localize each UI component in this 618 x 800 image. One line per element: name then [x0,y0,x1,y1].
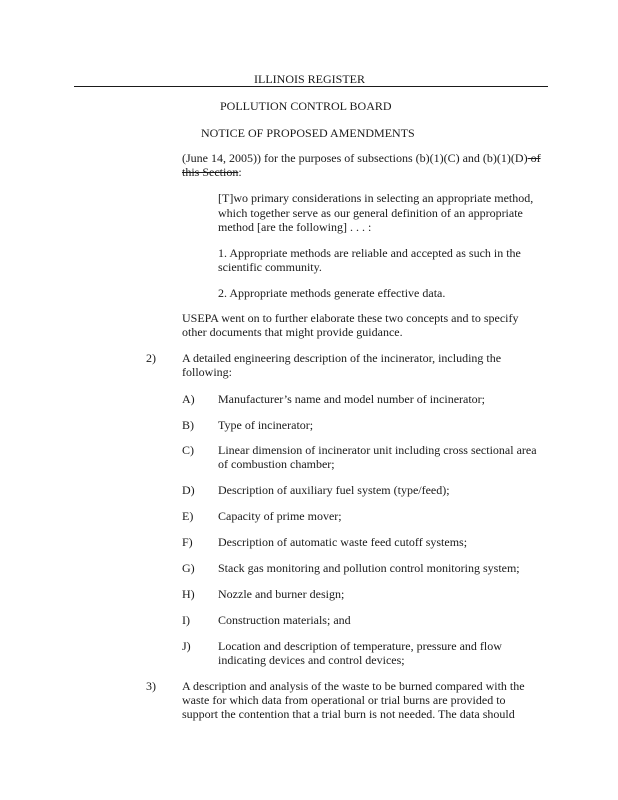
subitem-text: Stack gas monitoring and pollution control monitoring system; [218,561,520,575]
item-number: 2) [146,351,156,365]
quote-item-2: 2. Appropriate methods generate effective data. [218,286,446,300]
intro-text: (June 14, 2005)) for the purposes of subsections (b)(1)(C) and (b)(1)(D) [182,151,528,165]
register-title: ILLINOIS REGISTER [254,72,365,86]
subitem-letter: I) [182,613,190,627]
usepa-paragraph: USEPA went on to further elaborate these two concepts and to specify [182,311,519,325]
subitem-text: Construction materials; and [218,613,351,627]
item-text: waste for which data from operational or trial burns are provided to [182,693,506,707]
intro-text: : [238,165,242,179]
intro-line-2 [182,165,242,179]
item-text: A description and analysis of the waste to be burned compared with the [182,679,525,693]
quote-item-1: 1. Appropriate methods are reliable and accepted as such in the [218,246,521,260]
subitem-text: of combustion chamber; [218,457,335,471]
subitem-letter: B) [182,418,194,432]
quote-line: [T]wo primary considerations in selecting an appropriate method, [218,191,534,205]
item-text: support the contention that a trial burn is not needed. The data should [182,707,515,721]
header-rule [74,86,548,87]
subitem-text: Capacity of prime mover; [218,509,342,523]
subitem-letter: J) [182,639,191,653]
subitem-text: indicating devices and control devices; [218,653,405,667]
quote-line: method [are the following] . . . : [218,220,372,234]
subitem-text: Linear dimension of incinerator unit including cross sectional area [218,443,537,457]
subitem-letter: G) [182,561,195,575]
struck-text: of [527,151,541,165]
subitem-letter: C) [182,443,194,457]
subitem-letter: D) [182,483,195,497]
notice-title: NOTICE OF PROPOSED AMENDMENTS [201,126,415,140]
usepa-paragraph: other documents that might provide guidance. [182,325,403,339]
subitem-letter: A) [182,392,195,406]
board-name: POLLUTION CONTROL BOARD [220,99,392,113]
quote-item-1-cont: scientific community. [218,260,322,274]
subitem-text: Type of incinerator; [218,418,314,432]
subitem-text: Description of auxiliary fuel system (type/feed); [218,483,450,497]
subitem-text: Nozzle and burner design; [218,587,345,601]
quote-line: which together serve as our general definition of an appropriate [218,206,523,220]
subitem-letter: H) [182,587,195,601]
subitem-letter: E) [182,509,194,523]
subitem-letter: F) [182,535,193,549]
subitem-text: Location and description of temperature, pressure and flow [218,639,502,653]
item-text: following: [182,365,232,379]
item-text: A detailed engineering description of the incinerator, including the [182,351,502,365]
subitem-text: Manufacturer’s name and model number of incinerator; [218,392,486,406]
intro-line-1 [182,151,541,165]
item-number: 3) [146,679,156,693]
struck-text: this Section [182,165,239,179]
subitem-text: Description of automatic waste feed cutoff systems; [218,535,468,549]
